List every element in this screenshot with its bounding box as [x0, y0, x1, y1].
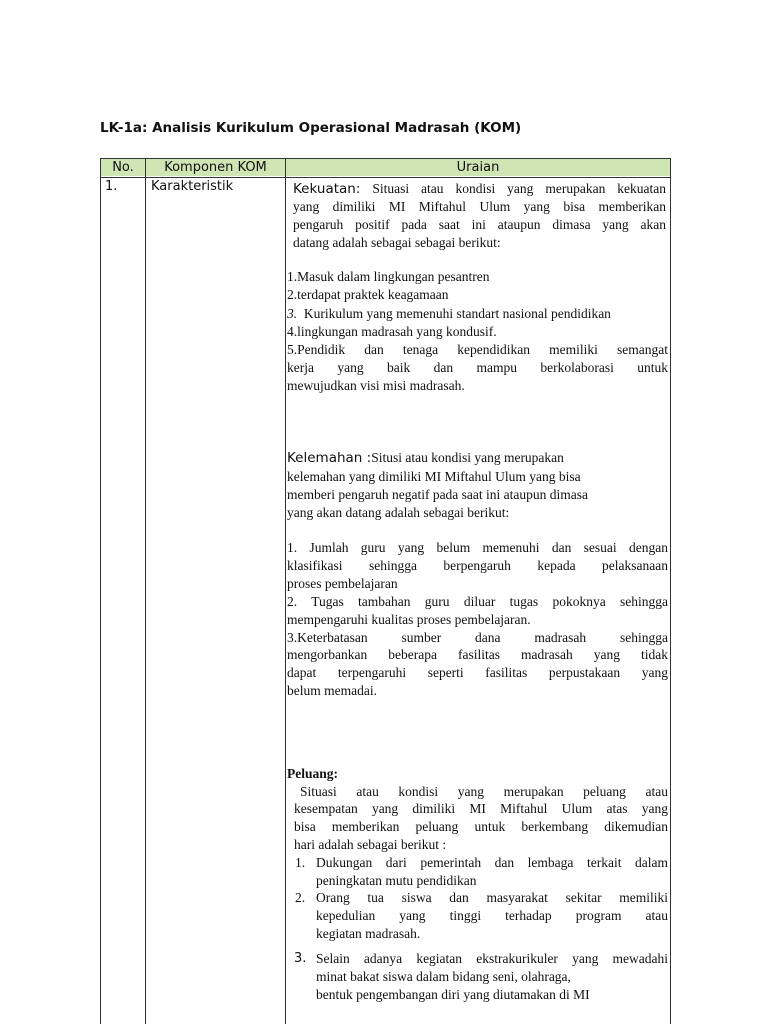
kelemahan-item-1-end: proses pembelajaran	[287, 576, 398, 591]
kelemahan-item-2-cont: mempengaruhi kualitas proses pembelajaran.	[287, 612, 531, 627]
header-uraian: Uraian	[456, 160, 500, 175]
kelemahan-line-1	[287, 449, 564, 467]
peluang-item-1-cont: peningkatan mutu pendidikan	[316, 873, 477, 888]
kelemahan-item-1-cont: klasifikasi sehingga berpengaruh kepada pelaksanaan	[287, 558, 668, 573]
kekuatan-line-4: datang adalah sebagai sebagai berikut:	[293, 235, 501, 250]
peluang-line-1: Situasi atau kondisi yang merupakan peluang atau	[300, 784, 668, 799]
kekuatan-line-2: yang dimiliki MI Miftahul Ulum yang bisa memberikan	[293, 199, 666, 214]
kekuatan-item-2: 2.terdapat praktek keagamaan	[287, 287, 449, 302]
peluang-item-3-cont-2: bentuk pengembangan diri yang diutamakan di MI	[316, 987, 590, 1002]
kekuatan-item-5: 5.Pendidik dan tenaga kependidikan memiliki semangat	[287, 342, 668, 357]
kekuatan-label: Kekuatan:	[293, 181, 361, 197]
kekuatan-item-4: 4.lingkungan madrasah yang kondusif.	[287, 324, 497, 339]
kelemahan-label: Kelemahan :	[287, 450, 372, 466]
table-right-border	[670, 158, 671, 1024]
kekuatan-item-3	[287, 305, 611, 323]
peluang-item-1: Dukungan dari pemerintah dan lembaga terkait dalam	[316, 855, 668, 870]
row-komponen: Karakteristik	[151, 179, 234, 194]
header-komponen: Komponen KOM	[164, 160, 267, 175]
peluang-line-3: bisa memberikan peluang untuk berkembang dikemudian	[294, 819, 668, 834]
peluang-line-2: kesempatan yang dimiliki MI Miftahul Ulum atas yang	[294, 801, 668, 816]
peluang-item-2: Orang tua siswa dan masyarakat sekitar memiliki	[316, 890, 668, 905]
kelemahan-item-1: 1. Jumlah guru yang belum memenuhi dan sesuai dengan	[287, 540, 668, 555]
table-column-divider-1	[145, 158, 146, 1024]
kelemahan-item-3-cont: mengorbankan beberapa fasilitas madrasah yang tidak	[287, 647, 668, 662]
peluang-item-3-number: 3.	[294, 951, 307, 966]
peluang-item-1-number: 1.	[295, 855, 306, 870]
kekuatan-item-1: 1.Masuk dalam lingkungan pesantren	[287, 269, 490, 284]
kelemahan-item-3: 3.Keterbatasan sumber dana madrasah sehingga	[287, 630, 668, 645]
kelemahan-item-3-cont-2: dapat terpengaruhi seperti fasilitas perpustakaan yang	[287, 665, 668, 680]
kekuatan-item-3-number: 3.	[287, 306, 298, 321]
kekuatan-item-5-end: mewujudkan visi misi madrasah.	[287, 378, 465, 393]
kekuatan-item-5-cont: kerja yang baik dan mampu berkolaborasi untuk	[287, 360, 668, 375]
peluang-item-2-cont: kepedulian yang tinggi terhadap program atau	[316, 908, 668, 923]
table-header-divider	[100, 177, 671, 178]
kelemahan-line-3: memberi pengaruh negatif pada saat ini ataupun dimasa	[287, 487, 589, 502]
peluang-label: Peluang:	[287, 766, 339, 781]
peluang-item-3-cont: minat bakat siswa dalam bidang seni, olahraga,	[316, 969, 571, 984]
peluang-item-2-number: 2.	[295, 890, 306, 905]
peluang-item-3: Selain adanya kegiatan ekstrakurikuler yang mewadahi	[316, 951, 668, 966]
kekuatan-item-3-text: Kurikulum yang memenuhi standart nasional pendidikan	[303, 306, 611, 321]
page-title: LK-1a: Analisis Kurikulum Operasional Madrasah (KOM)	[100, 120, 522, 136]
header-no: No.	[112, 160, 134, 175]
kelemahan-item-2: 2. Tugas tambahan guru diluar tugas pokoknya sehingga	[287, 594, 668, 609]
kekuatan-intro: Situasi atau kondisi yang merupakan kekuatan	[372, 181, 667, 196]
kelemahan-item-3-end: belum memadai.	[287, 683, 377, 698]
kelemahan-line-4: yang akan datang adalah sebagai berikut:	[287, 505, 510, 520]
peluang-item-2-end: kegiatan madrasah.	[316, 926, 421, 941]
table-left-border	[100, 158, 101, 1024]
peluang-line-4: hari adalah sebagai berikut :	[294, 837, 447, 852]
kelemahan-line-2: kelemahan yang dimiliki MI Miftahul Ulum yang bisa	[287, 469, 581, 484]
table-column-divider-2	[285, 158, 286, 1024]
kekuatan-line-3: pengaruh positif pada saat ini ataupun dimasa yang akan	[293, 217, 666, 232]
kekuatan-line-1	[293, 180, 666, 198]
kelemahan-intro: Situsi atau kondisi yang merupakan	[371, 450, 564, 465]
row-number: 1.	[105, 179, 118, 194]
